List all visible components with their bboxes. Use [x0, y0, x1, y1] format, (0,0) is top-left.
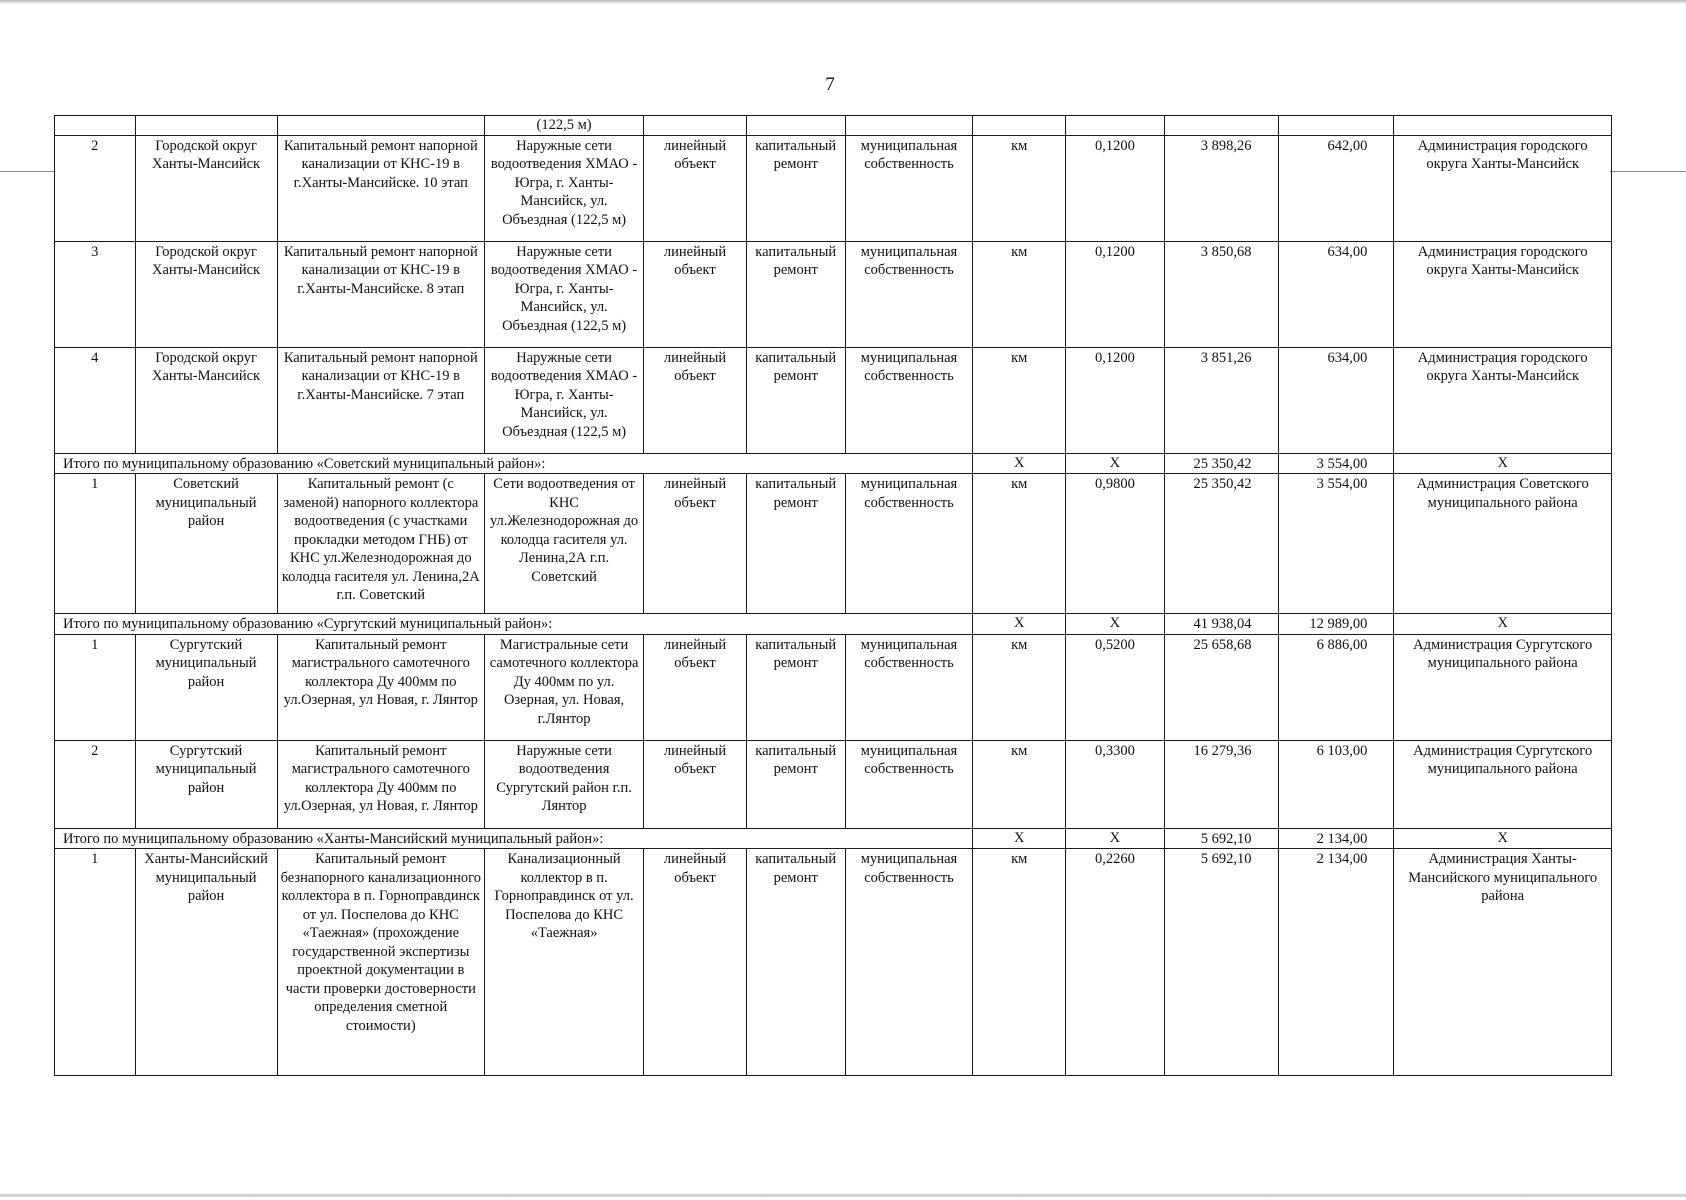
total-customer: Х [1394, 453, 1612, 474]
table-row [55, 740, 1612, 828]
cell-subsidy: 634,00 [1278, 347, 1394, 453]
scan-edge-top [0, 0, 1686, 5]
cell-unit: км [973, 740, 1066, 828]
total-unit: Х [973, 614, 1066, 635]
total-customer: Х [1394, 828, 1612, 849]
cell-no: 2 [55, 740, 136, 828]
cell-ownership: муниципальная собственность [845, 347, 973, 453]
cell-customer: Администрация Сургутского муниципального района [1394, 740, 1612, 828]
cell-subsidy: 634,00 [1278, 241, 1394, 347]
cell-no: 2 [55, 135, 136, 241]
cell-object-type: линейный объект [644, 849, 747, 1076]
cell-name: Капитальный ремонт напорной канализации от КНС-19 в г.Ханты-Мансийске. 7 этап [277, 347, 484, 453]
total-cost: 41 938,04 [1164, 614, 1278, 635]
cell-customer: Администрация Советского муниципального района [1394, 474, 1612, 614]
total-quantity: Х [1066, 453, 1165, 474]
total-unit: Х [973, 828, 1066, 849]
cell-object-type [644, 116, 747, 136]
cell-unit: км [973, 241, 1066, 347]
cell-customer: Администрация Сургутского муниципального района [1394, 634, 1612, 740]
cell-subsidy: 2 134,00 [1278, 849, 1394, 1076]
cell-quantity: 0,9800 [1066, 474, 1165, 614]
cell-municipality: Советский муниципальный район [135, 474, 277, 614]
cell-location: Наружные сети водоотведения Сургутский район г.п. Лянтор [485, 740, 644, 828]
cell-customer: Администрация городского округа Ханты-Мансийск [1394, 135, 1612, 241]
cell-quantity: 0,1200 [1066, 241, 1165, 347]
total-label: Итого по муниципальному образованию «Ханты-Мансийский муниципальный район»: [55, 828, 973, 849]
objects-table [54, 115, 1612, 1076]
cell-ownership: муниципальная собственность [845, 474, 973, 614]
cell-customer: Администрация городского округа Ханты-Мансийск [1394, 347, 1612, 453]
cell-work-type: капитальный ремонт [746, 347, 845, 453]
total-subsidy: 3 554,00 [1278, 453, 1394, 474]
cell-cost: 25 658,68 [1164, 634, 1278, 740]
table-row [55, 474, 1612, 614]
cell-unit: км [973, 135, 1066, 241]
cell-unit: км [973, 474, 1066, 614]
cell-municipality: Сургутский муниципальный район [135, 634, 277, 740]
cell-name: Капитальный ремонт напорной канализации от КНС-19 в г.Ханты-Мансийске. 8 этап [277, 241, 484, 347]
cell-quantity: 0,1200 [1066, 347, 1165, 453]
cell-work-type: капитальный ремонт [746, 474, 845, 614]
cell-ownership: муниципальная собственность [845, 634, 973, 740]
cell-work-type: капитальный ремонт [746, 740, 845, 828]
cell-object-type: линейный объект [644, 347, 747, 453]
cell-quantity: 0,1200 [1066, 135, 1165, 241]
cell-name: Капитальный ремонт (с заменой) напорного коллектора водоотведения (с участками прокладки методом ГНБ) от КНС ул.Железнодорожная до колодца гасителя ул. Ленина,2А г.п. Советский [277, 474, 484, 614]
cell-ownership: муниципальная собственность [845, 740, 973, 828]
total-quantity: Х [1066, 828, 1165, 849]
cell-subsidy [1278, 116, 1394, 136]
cell-work-type: капитальный ремонт [746, 849, 845, 1076]
cell-quantity [1066, 116, 1165, 136]
cell-object-type: линейный объект [644, 241, 747, 347]
cell-ownership [845, 116, 973, 136]
cell-no: 1 [55, 849, 136, 1076]
total-row [55, 828, 1612, 849]
table-row [55, 347, 1612, 453]
cell-customer: Администрация городского округа Ханты-Мансийск [1394, 241, 1612, 347]
cell-object-type: линейный объект [644, 474, 747, 614]
cell-object-type: линейный объект [644, 135, 747, 241]
cell-quantity: 0,2260 [1066, 849, 1165, 1076]
cell-customer: Администрация Ханты-Мансийского муниципального района [1394, 849, 1612, 1076]
cell-customer [1394, 116, 1612, 136]
cell-quantity: 0,3300 [1066, 740, 1165, 828]
cell-object-type: линейный объект [644, 740, 747, 828]
continuation-row [55, 116, 1612, 136]
cell-name: Капитальный ремонт напорной канализации от КНС-19 в г.Ханты-Мансийске. 10 этап [277, 135, 484, 241]
cell-work-type [746, 116, 845, 136]
cell-object-type: линейный объект [644, 634, 747, 740]
fold-mark-right [1610, 171, 1686, 172]
cell-quantity: 0,5200 [1066, 634, 1165, 740]
cell-unit: км [973, 849, 1066, 1076]
table-row [55, 135, 1612, 241]
total-row [55, 614, 1612, 635]
cell-location: Наружные сети водоотведения ХМАО - Югра, г. Ханты-Мансийск, ул. Объездная (122,5 м) [485, 135, 644, 241]
cell-municipality: Городской округ Ханты-Мансийск [135, 347, 277, 453]
cell-cost: 3 850,68 [1164, 241, 1278, 347]
cell-subsidy: 6 886,00 [1278, 634, 1394, 740]
cell-subsidy: 3 554,00 [1278, 474, 1394, 614]
cell-location: (122,5 м) [485, 116, 644, 136]
cell-no: 4 [55, 347, 136, 453]
cell-cost: 25 350,42 [1164, 474, 1278, 614]
cell-work-type: капитальный ремонт [746, 241, 845, 347]
cell-municipality: Ханты-Мансийский муниципальный район [135, 849, 277, 1076]
cell-no: 1 [55, 474, 136, 614]
cell-no [55, 116, 136, 136]
total-quantity: Х [1066, 614, 1165, 635]
page-number: 7 [825, 74, 835, 95]
cell-municipality [135, 116, 277, 136]
fold-mark-left [0, 171, 54, 172]
cell-no: 3 [55, 241, 136, 347]
cell-municipality: Городской округ Ханты-Мансийск [135, 135, 277, 241]
cell-work-type: капитальный ремонт [746, 634, 845, 740]
cell-ownership: муниципальная собственность [845, 849, 973, 1076]
cell-location: Наружные сети водоотведения ХМАО - Югра, г. Ханты-Мансийск, ул. Объездная (122,5 м) [485, 347, 644, 453]
cell-location: Канализационный коллектор в п. Горноправдинск от ул. Поспелова до КНС «Таежная» [485, 849, 644, 1076]
cell-municipality: Сургутский муниципальный район [135, 740, 277, 828]
cell-name: Капитальный ремонт магистрального самотечного коллектора Ду 400мм по ул.Озерная, ул Новая, г. Лянтор [277, 634, 484, 740]
total-customer: Х [1394, 614, 1612, 635]
cell-ownership: муниципальная собственность [845, 241, 973, 347]
total-label: Итого по муниципальному образованию «Советский муниципальный район»: [55, 453, 973, 474]
total-cost: 25 350,42 [1164, 453, 1278, 474]
cell-subsidy: 6 103,00 [1278, 740, 1394, 828]
cell-no: 1 [55, 634, 136, 740]
total-row [55, 453, 1612, 474]
cell-name: Капитальный ремонт магистрального самотечного коллектора Ду 400мм по ул.Озерная, ул Новая, г. Лянтор [277, 740, 484, 828]
total-subsidy: 2 134,00 [1278, 828, 1394, 849]
total-cost: 5 692,10 [1164, 828, 1278, 849]
total-unit: Х [973, 453, 1066, 474]
cell-cost: 5 692,10 [1164, 849, 1278, 1076]
cell-name [277, 116, 484, 136]
cell-cost: 16 279,36 [1164, 740, 1278, 828]
cell-location: Наружные сети водоотведения ХМАО - Югра, г. Ханты-Мансийск, ул. Объездная (122,5 м) [485, 241, 644, 347]
cell-location: Магистральные сети самотечного коллектора Ду 400мм по ул. Озерная, ул. Новая, г.Лянтор [485, 634, 644, 740]
cell-work-type: капитальный ремонт [746, 135, 845, 241]
total-label: Итого по муниципальному образованию «Сургутский муниципальный район»: [55, 614, 973, 635]
cell-cost: 3 851,26 [1164, 347, 1278, 453]
total-subsidy: 12 989,00 [1278, 614, 1394, 635]
cell-unit: км [973, 347, 1066, 453]
cell-municipality: Городской округ Ханты-Мансийск [135, 241, 277, 347]
cell-location: Сети водоотведения от КНС ул.Железнодорожная до колодца гасителя ул. Ленина,2А г.п. Советский [485, 474, 644, 614]
cell-unit: км [973, 634, 1066, 740]
scan-edge-bottom [0, 1193, 1686, 1197]
cell-subsidy: 642,00 [1278, 135, 1394, 241]
cell-cost: 3 898,26 [1164, 135, 1278, 241]
table-row [55, 241, 1612, 347]
table-row [55, 634, 1612, 740]
cell-ownership: муниципальная собственность [845, 135, 973, 241]
table-row [55, 849, 1612, 1076]
cell-cost [1164, 116, 1278, 136]
cell-name: Капитальный ремонт безнапорного канализационного коллектора в п. Горноправдинск от ул. Поспелова до КНС «Таежная» (прохождение государственной экспертизы проектной документации в части проверки достоверности определения сметной стоимости) [277, 849, 484, 1076]
cell-unit [973, 116, 1066, 136]
